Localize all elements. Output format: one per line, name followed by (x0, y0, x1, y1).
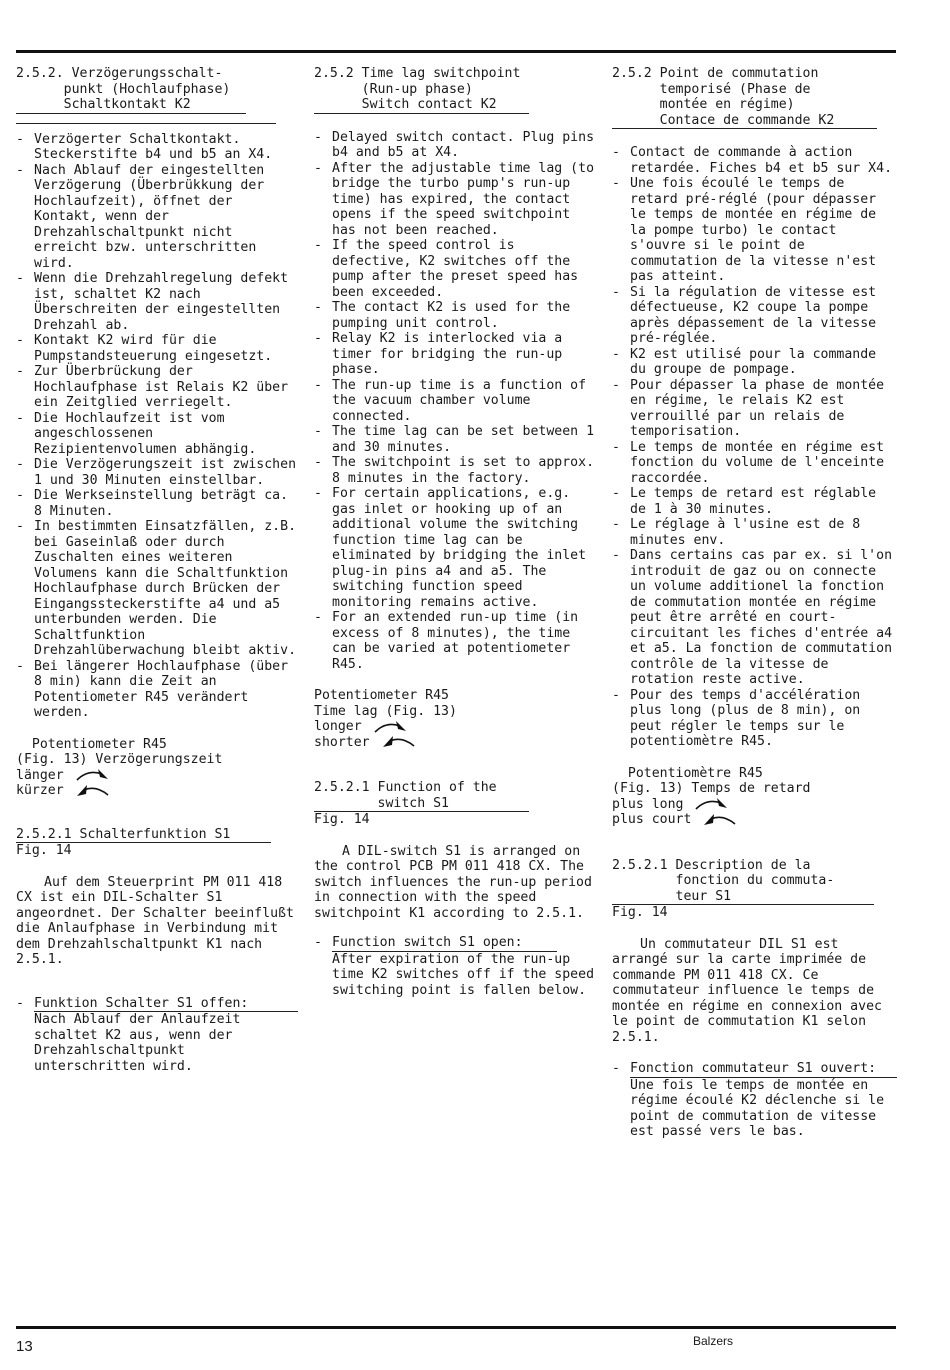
list-item: - Kontakt K2 wird für die Pumpstandsteuerung eingesetzt. (16, 333, 298, 364)
subsection-heading: 2.5.2.1 Schalterfunktion S1 (16, 827, 271, 844)
longer-row (612, 797, 897, 813)
french-column (612, 66, 897, 1140)
list-item: - Le temps de montée en régime est fonction du volume de l'enceinte raccordée. (612, 440, 897, 487)
bullet-list (612, 145, 897, 750)
item-heading: Funktion Schalter S1 offen: (34, 996, 298, 1013)
list-item: - Die Hochlaufzeit ist vom angeschlossenen Rezipientenvolumen abhängig. (16, 411, 298, 458)
list-item: - The switchpoint is set to approx. 8 minutes in the factory. (314, 455, 596, 486)
list-item: - Zur Überbrückung der Hochlaufphase ist Relais K2 über ein Zeitglied verriegelt. (16, 364, 298, 411)
potentiometer-title: Potentiometer R45 (16, 736, 167, 752)
item-dash: - (612, 1061, 620, 1076)
potentiometer-title: Potentiomètre R45 (612, 765, 763, 781)
page-number: 13 (16, 1338, 33, 1355)
list-item: - After the adjustable time lag (to bridge the turbo pump's run-up time) has expired, the contact opens if the speed switchpoint has not been reached. (314, 161, 596, 239)
arc-arrow-left-icon (74, 784, 112, 798)
list-item: - The contact K2 is used for the pumping unit control. (314, 300, 596, 331)
longer-label: plus long (612, 796, 684, 812)
list-item: - Pour des temps d'accélération plus long (plus de 8 min), on peut régler le temps sur le potentiomètre R45. (612, 688, 897, 750)
list-item: - K2 est utilisé pour la commande du groupe de pompage. (612, 347, 897, 378)
figure-reference: Fig. 14 (612, 905, 668, 920)
function-item (314, 935, 596, 998)
list-item: - Die Verzögerungszeit ist zwischen 1 und 30 Minuten einstellbar. (16, 457, 298, 488)
list-item: - Die Werkseinstellung beträgt ca. 8 Minuten. (16, 488, 298, 519)
shorter-label: kürzer (16, 783, 64, 798)
bottom-rule (16, 1326, 896, 1329)
paragraph: Un commutateur DIL S1 est arrangé sur la carte imprimée de commande PM 011 418 CX. Ce commutateur influence le temps de montée en régime en connexion avec le point de commutation K1 selon 2.5.1. (612, 936, 882, 1045)
longer-label: longer (314, 719, 362, 734)
section-heading: 2.5.2 Time lag switchpoint (Run-up phase) Switch contact K2 (314, 66, 529, 114)
arc-arrow-left-icon (701, 813, 739, 827)
shorter-row (612, 812, 897, 828)
list-item: - Pour dépasser la phase de montée en régime, le relais K2 est verrouillé par un relais de temporisation. (612, 378, 897, 440)
item-body: After expiration of the run-up time K2 switches off if the speed switching point is fallen below. (332, 951, 595, 998)
bullet-list (314, 130, 596, 673)
function-item (16, 996, 298, 1075)
list-item: - If the speed control is defective, K2 switches off the pump after the preset speed has been exceeded. (314, 238, 596, 300)
german-column (16, 66, 298, 1074)
longer-label: länger (16, 767, 64, 783)
list-item: - Contact de commande à action retardée. Fiches b4 et b5 sur X4. (612, 145, 897, 176)
section-heading: 2.5.2. Verzögerungsschalt- punkt (Hochlaufphase) Schaltkontakt K2 (16, 66, 246, 114)
potentiometer-subtitle: (Fig. 13) Temps de retard (612, 781, 811, 796)
arc-arrow-right-icon (74, 768, 112, 782)
item-dash: - (314, 935, 322, 950)
arc-arrow-left-icon (380, 735, 418, 749)
longer-row (16, 768, 298, 784)
list-item: - Relay K2 is interlocked via a timer for bridging the run-up phase. (314, 331, 596, 378)
potentiometer-title: Potentiometer R45 (314, 688, 449, 703)
longer-row (314, 719, 596, 735)
list-item: - For certain applications, e.g. gas inlet or hooking up of an additional volume the switching function time lag can be eliminated by bridging the inlet plug-in pins a4 and a5. The switching function speed monitoring remains active. (314, 486, 596, 610)
item-dash: - (16, 995, 24, 1011)
section-heading: 2.5.2 Point de commutation temporisé (Phase de montée en régime) Contace de commande K2 (612, 66, 877, 129)
list-item: - Bei längerer Hochlaufphase (über 8 min) kann die Zeit an Potentiometer R45 verändert werden. (16, 659, 298, 721)
top-rule (16, 50, 896, 53)
potentiometer-subtitle: Time lag (Fig. 13) (314, 703, 457, 719)
paragraph: A DIL-switch S1 is arranged on the control PCB PM 011 418 CX. The switch influences the run-up period in connection with the speed switchpoint K1 according to 2.5.1. (314, 843, 592, 921)
shorter-row (16, 783, 298, 799)
list-item: - Dans certains cas par ex. si l'on introduit de gaz ou on connecte un volume additionel la fonction de commutation montée en régime peut être arrêté en court-circuitant les fiches d'entrée a4 et a5. La fonction de commutation contrôle de la vitesse de rotation reste active. (612, 548, 897, 688)
list-item: - The time lag can be set between 1 and 30 minutes. (314, 424, 596, 455)
arc-arrow-right-icon (693, 797, 731, 811)
list-item: - Si la régulation de vitesse est défectueuse, K2 coupe la pompe après dépassement de la vitesse pré-réglée. (612, 285, 897, 347)
list-item: - Verzögerter Schaltkontakt. Steckerstifte b4 und b5 an X4. (16, 132, 298, 163)
list-item: - Delayed switch contact. Plug pins b4 and b5 at X4. (314, 130, 596, 161)
list-item: - In bestimmten Einsatzfällen, z.B. bei Gaseinlaß oder durch Zuschalten eines weiteren Volumens kann die Schaltfunktion Hochlaufphase durch Brücken der Eingangssteckerstifte a4 und a5 unterbunden werden. Die Schaltfunktion Drehzahlüberwachung bleibt aktiv. (16, 519, 298, 659)
bullet-list (16, 132, 298, 721)
subsection-heading: 2.5.2.1 Function of the switch S1 (314, 780, 529, 812)
figure-reference: Fig. 14 (16, 843, 72, 858)
list-item: - Une fois écoulé le temps de retard pré-réglé (pour dépasser le temps de montée en régime de la pompe turbo) le contact s'ouvre si le point de commutation de la vitesse n'est pas atteint. (612, 176, 897, 285)
item-body: Nach Ablauf der Anlaufzeit schaltet K2 aus, wenn der Drehzahlschaltpunkt unterschritten wird. (34, 1012, 241, 1074)
item-heading: Fonction commutateur S1 ouvert: (630, 1061, 897, 1078)
item-body: Une fois le temps de montée en régime écoulé K2 déclenche si le point de commutation de vitesse est passé vers le bas. (630, 1077, 885, 1139)
brand-name: Balzers (693, 1334, 734, 1348)
subsection-heading: 2.5.2.1 Description de la fonction du commuta- teur S1 (612, 858, 874, 906)
list-item: - Wenn die Drehzahlregelung defekt ist, schaltet K2 nach Überschreiten der eingestellten Drehzahl ab. (16, 271, 298, 333)
list-item: - The run-up time is a function of the vacuum chamber volume connected. (314, 378, 596, 425)
potentiometer-subtitle: (Fig. 13) Verzögerungszeit (16, 752, 223, 767)
list-item: - For an extended run-up time (in excess of 8 minutes), the time can be varied at potentiometer R45. (314, 610, 596, 672)
item-heading: Function switch S1 open: (332, 935, 557, 952)
shorter-label: shorter (314, 734, 370, 750)
list-item: - Le réglage à l'usine est de 8 minutes env. (612, 517, 897, 548)
arc-arrow-right-icon (372, 720, 410, 734)
function-item (612, 1061, 897, 1140)
figure-reference: Fig. 14 (314, 812, 370, 827)
shorter-label: plus court (612, 812, 692, 827)
paragraph: Auf dem Steuerprint PM 011 418 CX ist ein DIL-Schalter S1 angeordnet. Der Schalter beeinflußt die Anlaufphase in Verbindung mit dem Drehzahlschaltpunkt K1 nach 2.5.1. (16, 874, 294, 967)
list-item: - Le temps de retard est réglable de 1 à 30 minutes. (612, 486, 897, 517)
english-column (314, 66, 596, 998)
shorter-row (314, 735, 596, 751)
heading-rule (16, 114, 276, 124)
list-item: - Nach Ablauf der eingestellten Verzögerung (Überbrükkung der Hochlaufzeit), öffnet der Kontakt, wenn der Drehzahlschaltpunkt nicht erreicht bzw. unterschritten wird. (16, 163, 298, 272)
